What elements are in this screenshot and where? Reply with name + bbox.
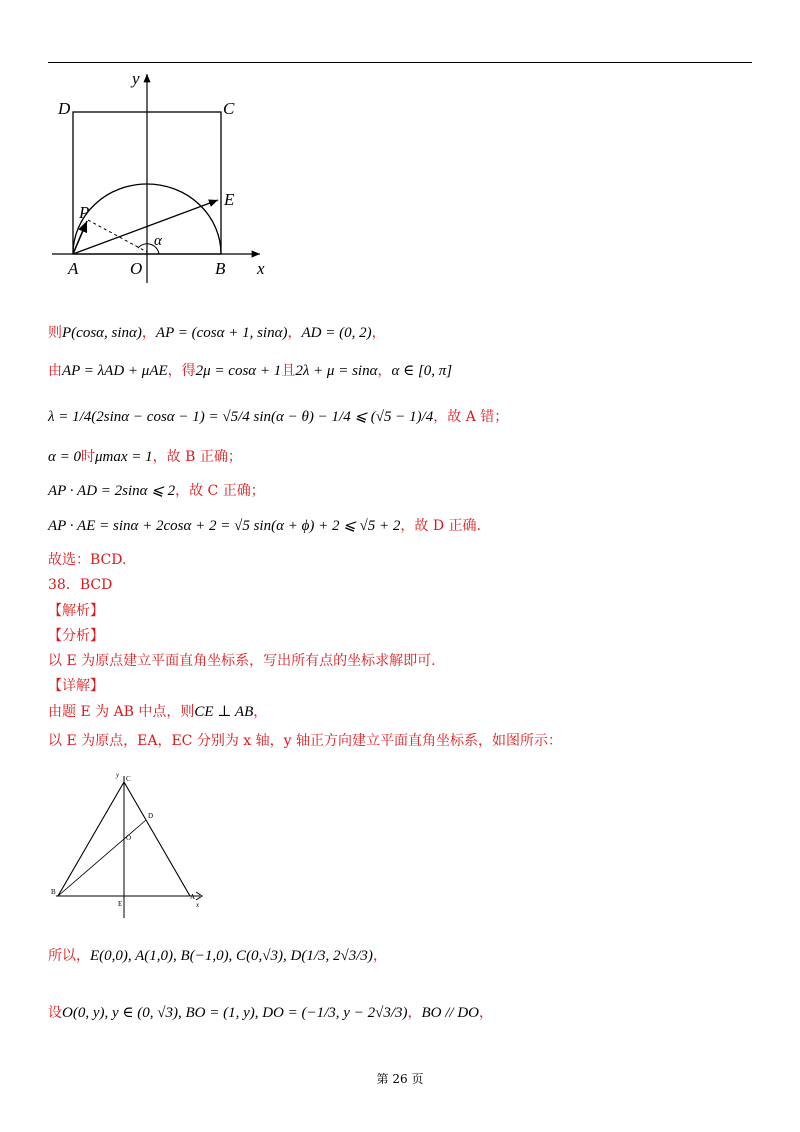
label-x-2: x: [196, 901, 200, 909]
label-o: O: [130, 259, 143, 278]
header-rule: [48, 62, 752, 63]
line-midpoint: 由题 E 为 AB 中点，则CE ⊥ AB，: [48, 704, 268, 720]
vector-ae: [73, 200, 218, 254]
label-a: A: [68, 259, 79, 278]
line-option-c: AP · AD = 2sinα ⩽ 2，故 C 正确；: [48, 483, 265, 499]
label-d: D: [58, 99, 71, 118]
label-b-2: B: [51, 888, 56, 896]
figure-triangle: [48, 768, 218, 918]
line-decomposition: 由AP = λAD + μAE，得2μ = cosα + 1且2λ + μ = sinα，α ∈ [0, π]: [48, 363, 453, 379]
figure-semicircle-square: [50, 68, 290, 288]
line-question-38: 38．BCD: [48, 577, 113, 593]
line-coordinates: 所以，E(0,0), A(1,0), B(−1,0), C(0,√3), D(1/3, 2√3/3)，: [48, 948, 387, 964]
line-p-coordinates: 则P(cosα, sinα)，AP = (cosα + 1, sinα)，AD = (0, 2)，: [48, 325, 386, 341]
side-ca: [124, 782, 190, 896]
label-y-2: y: [116, 771, 120, 779]
line-lambda: λ = 1/4(2sinα − cosα − 1) = √5/4 sin(α − θ) − 1/4 ⩽ (√5 − 1)/4，故 A 错；: [48, 409, 509, 425]
label-y: y: [132, 69, 140, 88]
label-a-2: A: [190, 893, 196, 901]
label-c-2: C: [126, 775, 131, 783]
line-option-d: AP · AE = sinα + 2cosα + 2 = √5 sin(α + ϕ) + 2 ⩽ √5 + 2，故 D 正确.: [48, 518, 481, 534]
segment-bd: [58, 820, 146, 896]
label-b: B: [215, 259, 226, 278]
line-analysis-text: 以 E 为原点建立平面直角坐标系，写出所有点的坐标求解即可.: [48, 653, 436, 669]
line-jiexi: 【解析】: [48, 603, 104, 619]
line-option-b: α = 0时μmax = 1，故 B 正确；: [48, 449, 242, 465]
label-p: P: [79, 203, 90, 222]
line-set-o: 设O(0, y), y ∈ (0, √3), BO = (1, y), DO = (−1/3, y − 2√3/3)，BO // DO，: [48, 1005, 493, 1021]
label-c: C: [223, 99, 235, 118]
label-d-2: D: [148, 812, 154, 820]
label-o-2: O: [126, 834, 132, 842]
line-xiangjie: 【详解】: [48, 678, 104, 694]
label-x: x: [257, 259, 265, 278]
page-footer: 第 26 页: [376, 1072, 424, 1086]
side-bc: [58, 782, 124, 896]
label-e-2: E: [118, 900, 123, 908]
line-answer: 故选：BCD.: [48, 552, 127, 568]
line-fenxi: 【分析】: [48, 628, 104, 644]
line-coordinate-system: 以 E 为原点，EA，EC 分别为 x 轴，y 轴正方向建立平面直角坐标系，如图所示：: [48, 733, 562, 749]
label-e: E: [224, 190, 235, 209]
label-alpha: α: [154, 233, 162, 249]
